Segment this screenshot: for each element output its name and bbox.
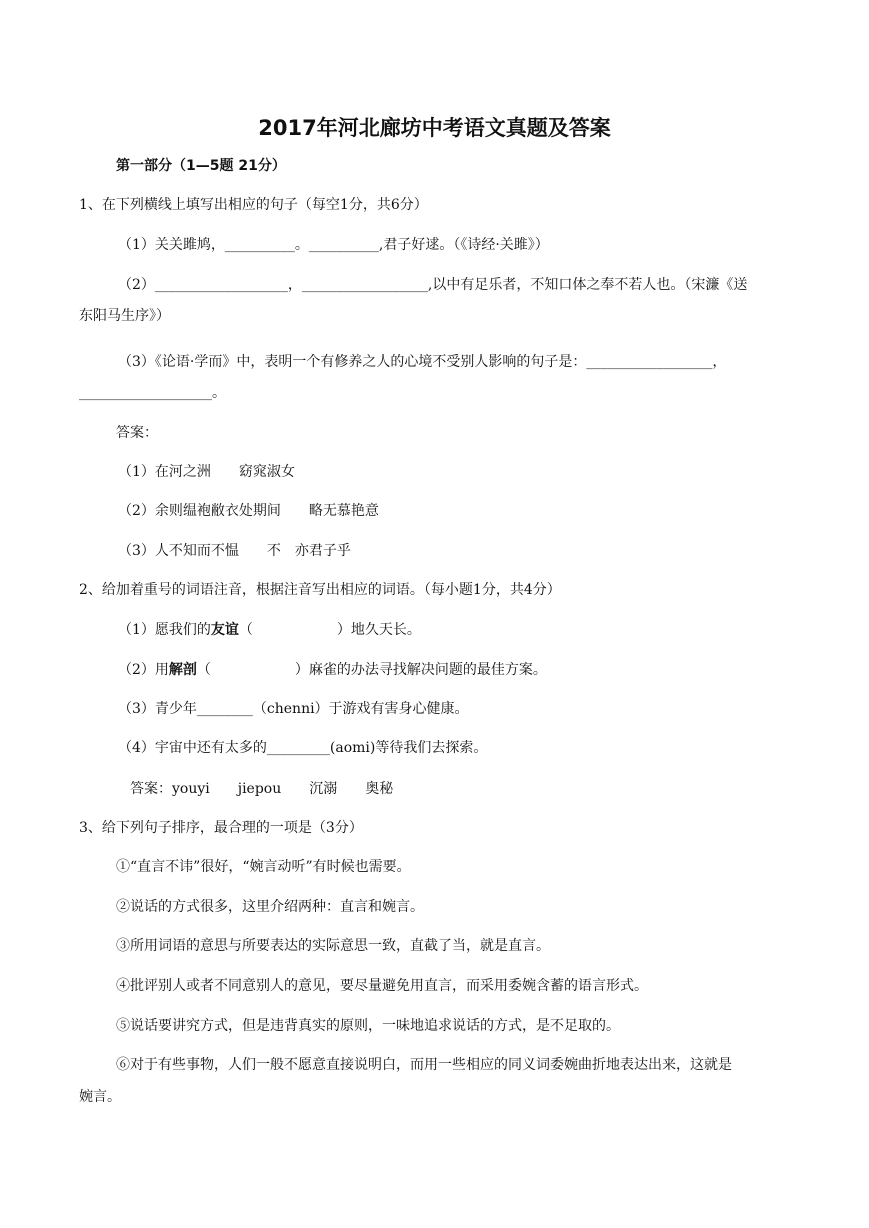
q1-stem: 1、在下列横线上填写出相应的句子（每空1分，共6分）: [79, 197, 428, 213]
q2-item-2-prefix: （2）用: [118, 662, 169, 678]
q2-stem: 2、给加着重号的词语注音，根据注音写出相应的词语。（每小题1分，共4分）: [79, 582, 561, 598]
q1-item-1: （1）关关雎鸠，__________。__________,君子好逑。（《诗经·关雎》）: [118, 237, 549, 253]
q2-item-3: （3）青少年________（chenni）于游戏有害身心健康。: [118, 701, 469, 717]
q1-item-3-line-1: （3）《论语·学而》中，表明一个有修养之人的心境不受别人影响的句子是：__________________，: [118, 354, 727, 370]
q3-sentence-6-line-1: ⑥对于有些事物，人们一般不愿意直接说明白，而用一些相应的同义词委婉曲折地表达出来，这就是: [116, 1057, 732, 1073]
q2-item-1-end: 。: [406, 622, 421, 638]
q1-answer-3: （3）人不知而不愠 不 亦君子乎: [118, 543, 351, 559]
part-heading: 第一部分（1—5题 21分）: [116, 158, 286, 174]
q3-sentence-5: ⑤说话要讲究方式，但是违背真实的原则，一味地追求说话的方式，是不足取的。: [116, 1018, 620, 1034]
q2-item-4: （4）宇宙中还有太多的_________(aomi)等待我们去探索。: [118, 740, 488, 756]
q2-answer: 答案：youyi jiepou 沉溺 奥秘: [130, 781, 394, 797]
q1-answer-label: 答案：: [116, 425, 158, 441]
q2-item-1-emphasized-word: 友谊: [210, 622, 239, 638]
q3-sentence-6-line-2: 婉言。: [79, 1089, 121, 1105]
q3-sentence-1: ①“直言不讳”很好，“婉言动听”有时候也需要。: [116, 859, 411, 875]
q1-answer-2: （2）余则缊袍敝衣处期间 略无慕艳意: [118, 503, 379, 519]
q3-sentence-3: ③所用词语的意思与所要表达的实际意思一致，直截了当，就是直言。: [116, 938, 550, 954]
q2-item-2-emphasized-word: 解剖: [168, 662, 197, 678]
q1-item-3-line-2: ___________________。: [79, 385, 226, 401]
q3-sentence-4: ④批评别人或者不同意别人的意见，要尽量避免用直言，而采用委婉含蓄的语言形式。: [116, 978, 648, 994]
q2-item-1: [118, 620, 421, 640]
q1-answer-1: （1）在河之洲 窈窕淑女: [118, 464, 295, 480]
q1-item-2-line-2: 东阳马生序》）: [79, 308, 170, 324]
q1-item-2-line-1: （2）___________________，__________________,以中有足乐者，不知口体之奉不若人也。（宋濂《送: [118, 277, 748, 293]
q3-stem: 3、给下列句子排序，最合理的一项是（3分）: [79, 820, 363, 836]
q2-item-2-suffix: （ ）麻雀的办法寻找解决问题的最佳方案。: [196, 662, 547, 678]
q2-item-1-suffix: （ ）地久天长: [238, 622, 407, 638]
document-title: 2017年河北廊坊中考语文真题及答案: [258, 116, 611, 140]
q2-item-1-prefix: （1）愿我们的: [118, 622, 211, 638]
q3-sentence-2: ②说话的方式很多，这里介绍两种：直言和婉言。: [116, 899, 424, 915]
q2-item-2: [118, 660, 547, 680]
